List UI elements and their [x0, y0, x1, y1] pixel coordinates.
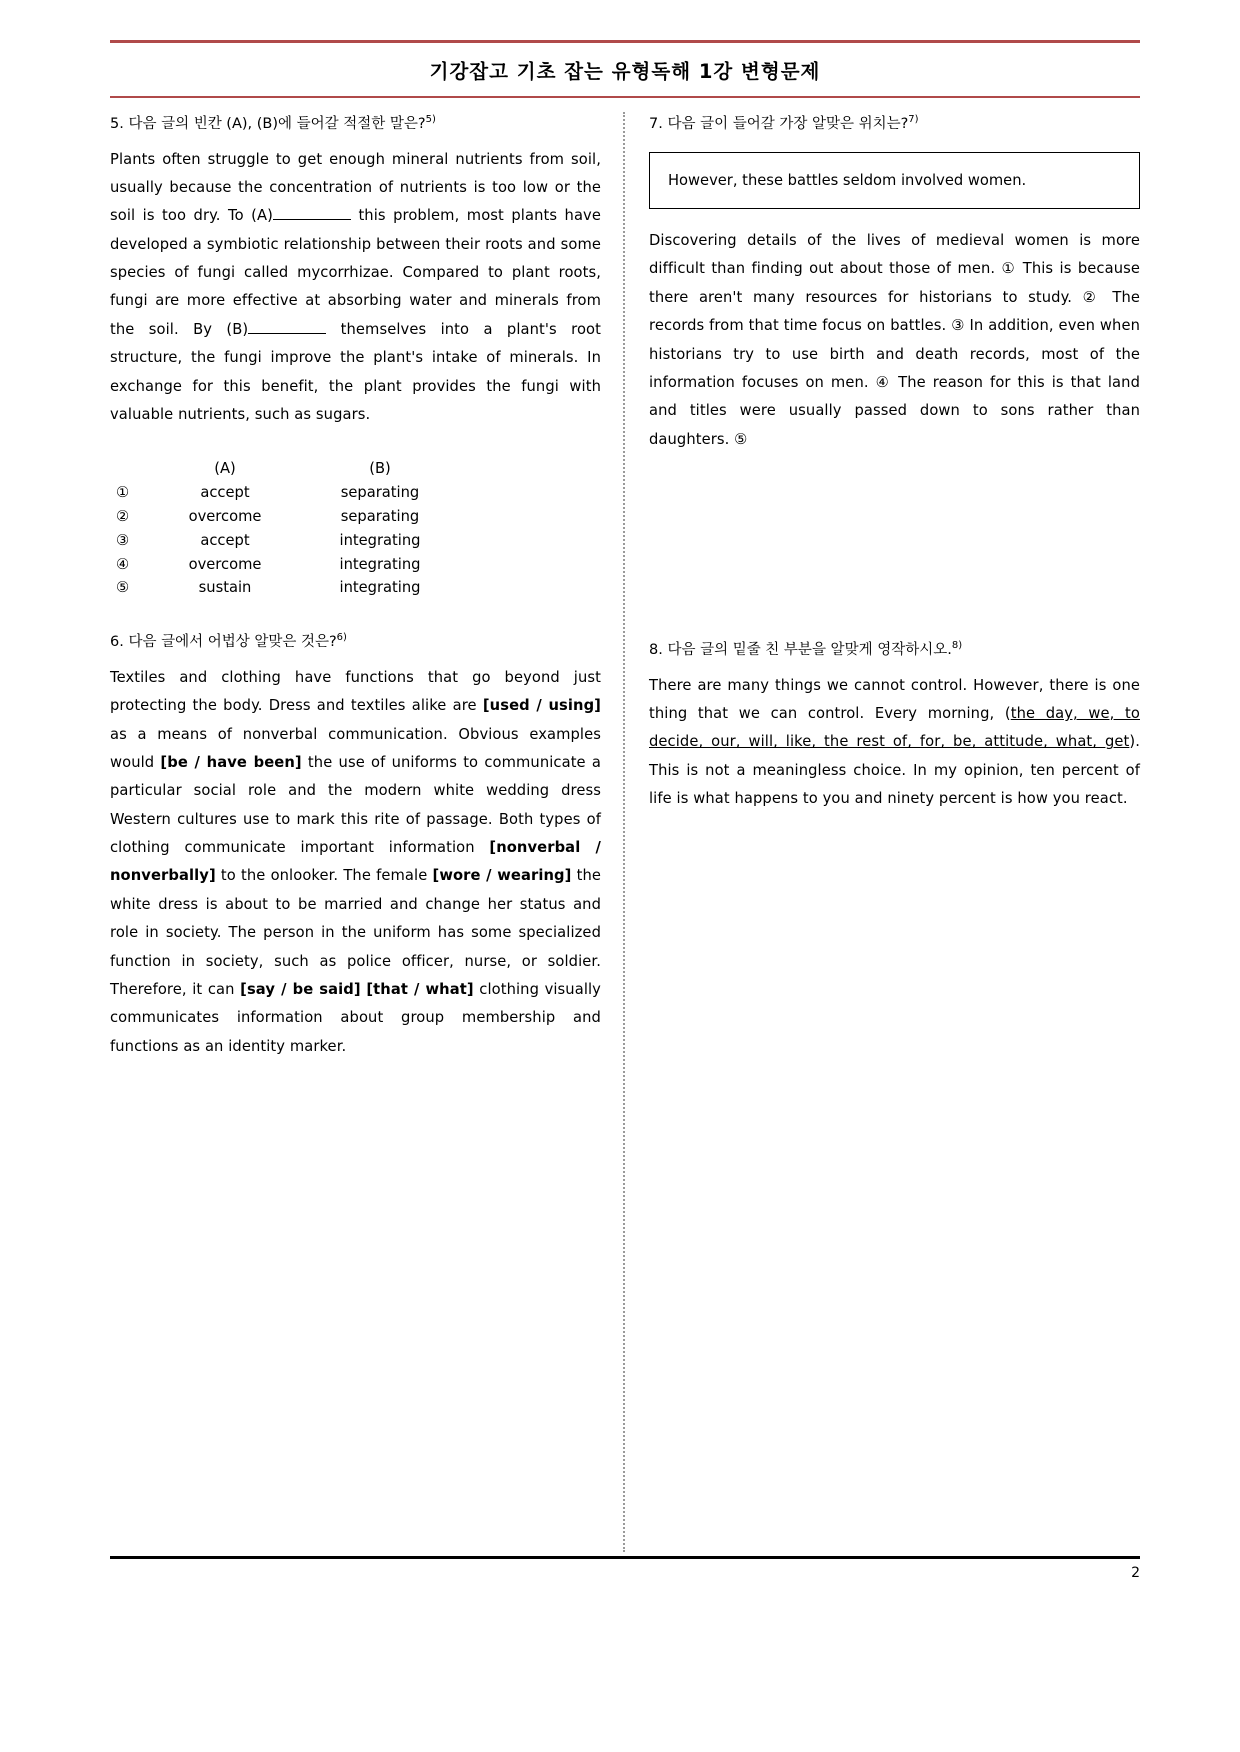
- q6-bold-5: [say / be said]: [240, 980, 361, 998]
- choice-4-a: overcome: [188, 555, 262, 573]
- choice-5-a: sustain: [198, 579, 252, 597]
- question-5-passage-part2: this problem, most plants have developed a symbiotic relationship between their roots and some species of fungi called mycorrhizae. Compared to plant roots, fungi are more effective at absorbing water and minerals from the soil. By (B): [110, 207, 601, 338]
- question-8-footnote: 8): [951, 640, 963, 652]
- left-column: [110, 112, 625, 1552]
- q6-bold-2: [be / have been]: [160, 753, 302, 771]
- q6-text-4: to the onlooker. The female: [215, 867, 433, 885]
- q6-text-7: clothing visually communicates information about group membership and functions as an identity marker.: [110, 980, 601, 1055]
- choice-2-number: ②: [116, 507, 130, 525]
- choices-header-a: (A): [214, 460, 236, 478]
- q6-bold-4: [wore / wearing]: [432, 867, 572, 885]
- choice-1-b: separating: [340, 484, 420, 502]
- question-6-heading: [110, 630, 601, 654]
- question-6-heading-text: 6. 다음 글에서 어법상 알맞은 것은?: [110, 634, 337, 651]
- question-7-heading-text: 7. 다음 글이 들어갈 가장 알맞은 위치는?: [649, 115, 909, 132]
- choices-header-row: [110, 457, 601, 481]
- right-column: [625, 112, 1140, 1552]
- q6-bold-3: [nonverbal / nonverbally]: [110, 839, 601, 885]
- q6-text-5: the white dress is about to be married and change her status and role in society. The person in the uniform has some specialized function in society, such as police officer, nurse, or soldier. Therefore, it can: [110, 867, 601, 998]
- blank-b: [248, 333, 326, 334]
- choice-4-b: integrating: [339, 555, 421, 573]
- question-5-passage: [110, 146, 601, 430]
- question-6-footnote: 6): [336, 632, 347, 644]
- question-8-spacer: [649, 458, 1140, 638]
- question-7-heading: [649, 112, 1140, 136]
- choice-option-1[interactable]: [110, 481, 601, 505]
- q6-text-3: the use of uniforms to communicate a particular social role and the modern white wedding dress Western cultures use to mark this rite of passage. Both types of clothing communicate important information: [110, 753, 601, 857]
- q8-text-1: There are many things we cannot control. However, there is one thing that we can control. Every morning, (: [649, 676, 1140, 723]
- choice-1-number: ①: [116, 484, 130, 502]
- question-5-choices: [110, 457, 601, 600]
- question-5-passage-part3: themselves into a plant's root structure, the fungi improve the plant's intake of minerals. In exchange for this benefit, the plant provides the fungi with valuable nutrients, such as sugars.: [110, 320, 601, 423]
- question-7-insert-box: However, these battles seldom involved women.: [649, 152, 1140, 210]
- choice-option-5[interactable]: [110, 576, 601, 600]
- choice-1-a: accept: [200, 484, 250, 502]
- question-6-spacer: [110, 600, 601, 630]
- choice-3-a: accept: [200, 531, 250, 549]
- choice-2-a: overcome: [188, 507, 262, 525]
- page-number: 2: [1131, 1565, 1140, 1581]
- question-5-heading-text: 5. 다음 글의 빈칸 (A), (B)에 들어갈 적절한 말은?: [110, 115, 426, 132]
- choice-3-b: integrating: [339, 531, 421, 549]
- question-7-passage: Discovering details of the lives of medieval women is more difficult than finding out about those of men. ① This is because there aren't many resources for historians to study. ② The records from that time focus on battles. ③ In addition, even when historians try to use birth and death records, most of the information focuses on men. ④ The reason for this is that land and titles were usually passed down to sons rather than daughters. ⑤: [649, 232, 1140, 448]
- question-8-heading: [649, 638, 1140, 662]
- q6-text-1: Textiles and clothing have functions that go beyond just protecting the body. Dress and textiles alike are: [110, 668, 601, 715]
- choice-5-b: integrating: [339, 579, 421, 597]
- choice-option-2[interactable]: [110, 505, 601, 529]
- question-5-footnote: 5): [425, 114, 436, 125]
- q6-bold-1: [used / using]: [482, 697, 601, 715]
- question-7-footnote: 7): [908, 114, 919, 125]
- question-5-heading: [110, 112, 601, 136]
- question-8-passage: [649, 672, 1140, 814]
- choice-4-number: ④: [116, 555, 130, 573]
- question-5-passage-part1: Plants often struggle to get enough mineral nutrients from soil, usually because the concentration of nutrients is too low or the soil is too dry. To (A): [110, 150, 601, 225]
- question-6-passage: [110, 664, 601, 1061]
- blank-a: [273, 219, 351, 220]
- choices-header-b: (B): [369, 460, 391, 478]
- choice-3-number: ③: [116, 531, 130, 549]
- choice-5-number: ⑤: [116, 579, 130, 597]
- choice-2-b: separating: [340, 507, 420, 525]
- q8-text-2: ). This is not a meaningless choice. In my opinion, ten percent of life is what happens to you and ninety percent is how you react.: [649, 733, 1140, 808]
- question-8-heading-text: 8. 다음 글의 밑줄 친 부분을 알맞게 영작하시오.: [649, 641, 952, 658]
- q8-underlined-phrase: the day, we, to decide, our, will, like, the rest of, for, be, attitude, what, get: [649, 705, 1140, 751]
- page-title: 기강잡고 기초 잡는 유형독해 1강 변형문제: [429, 60, 821, 83]
- choice-option-4[interactable]: [110, 553, 601, 577]
- q6-bold-6: [that / what]: [366, 980, 474, 998]
- q6-text-2: as a means of nonverbal communication. Obvious examples would: [110, 725, 601, 771]
- choice-option-3[interactable]: [110, 529, 601, 553]
- two-column-layout: [110, 112, 1140, 1552]
- header-bottom-rule: [110, 96, 1140, 98]
